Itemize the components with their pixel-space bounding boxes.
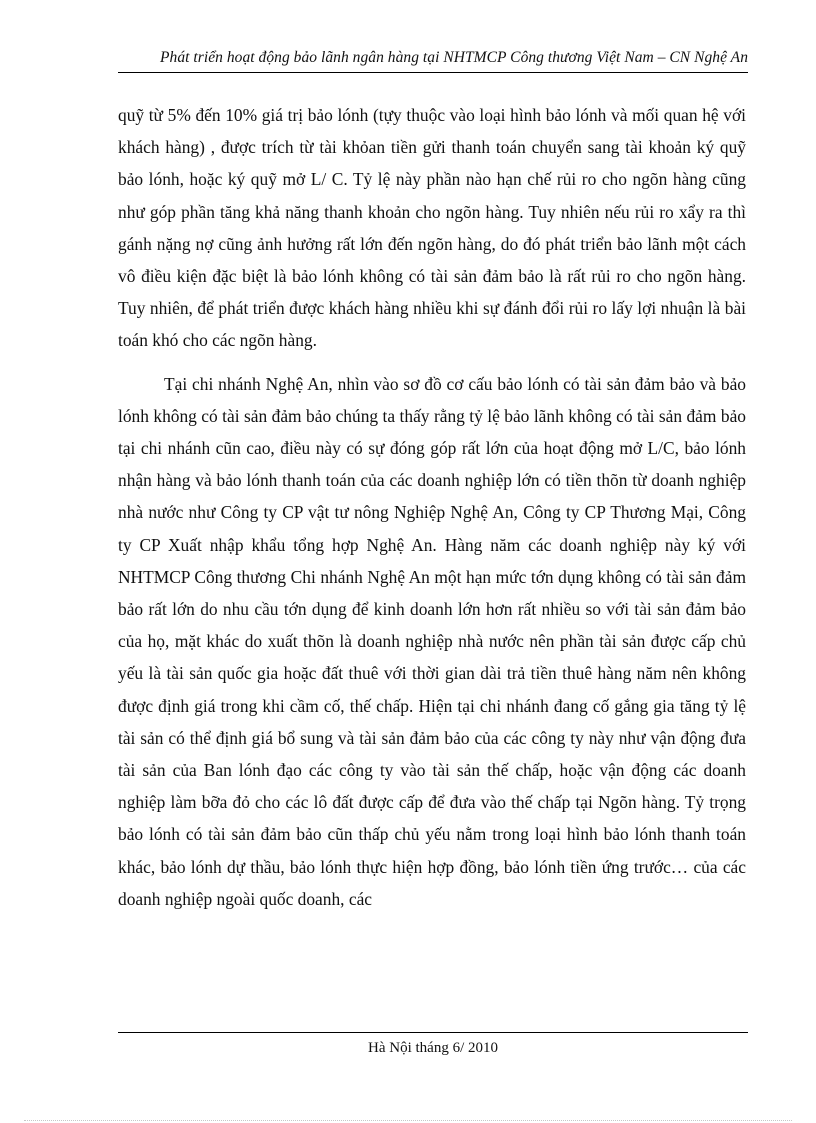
page-bottom-edge [24,1120,792,1121]
page-header [118,48,748,73]
running-header-title: Phát triển hoạt động bảo lãnh ngân hàng tại NHTMCP Công thương Việt Nam – CN Nghệ An [160,49,748,66]
footer-date: Hà Nội tháng 6/ 2010 [368,1040,498,1056]
page-footer [118,1032,748,1063]
body-text [118,99,746,915]
paragraph-1: quỹ từ 5% đến 10% giá trị bảo lónh (tựy thuộc vào loại hình bảo lónh và mối quan hệ với khách hàng) , được trích từ tài khỏan tiền gửi thanh toán chuyển sang tài khoản ký quỹ bảo lónh, hoặc ký quỹ mở L/ C. Tỷ lệ này phần nào hạn chế rủi ro cho ngõn hàng cũng như góp phần tăng khả năng thanh khoản cho ngõn hàng. Tuy nhiên nếu rủi ro xẩy ra thì gánh nặng nợ cũng ảnh hưởng rất lớn đến ngõn hàng, do đó phát triển bảo lãnh một cách vô điều kiện đặc biệt là bảo lónh không có tài sản đảm bảo là rất rủi ro cho ngõn hàng. Tuy nhiên, để phát triển được khách hàng nhiều khi sự đánh đổi rủi ro lấy lợi nhuận là bài toán khó cho các ngõn hàng. [118,105,746,351]
paragraph-2: Tại chi nhánh Nghệ An, nhìn vào sơ đồ cơ cấu bảo lónh có tài sản đảm bảo và bảo lónh không có tài sản đảm bảo chúng ta thấy rằng tỷ lệ bảo lãnh không có tài sản đảm bảo tại chi nhánh cũn cao, điều này có sự đóng góp rất lớn của hoạt động mở L/C, bảo lónh nhận hàng và bảo lónh thanh toán của các doanh nghiệp lớn có tiền thõn từ doanh nghiệp nhà nước như Công ty CP vật tư nông Nghiệp Nghệ An, Công ty CP Thương Mại, Công ty CP Xuất nhập khẩu tổng hợp Nghệ An. Hàng năm các doanh nghiệp này ký với NHTMCP Công thương Chi nhánh Nghệ An một hạn mức tớn dụng không có tài sản đảm bảo rất lớn do nhu cầu tớn dụng để kinh doanh lớn hơn rất nhiều so với tài sản đảm bảo của họ, mặt khác do xuất thõn là doanh nghiệp nhà nước nên phần tài sản được cấp chủ yếu là tài sản quốc gia hoặc đất thuê với thời gian dài trả tiền thuê hàng năm nên không được định giá trong khi cầm cố, thế chấp. Hiện tại chi nhánh đang cố gắng gia tăng tỷ lệ tài sản có thể định giá bổ sung và tài sản đảm bảo của các công ty này như vận động đưa tài sản của Ban lónh đạo các công ty vào tài sản thế chấp, hoặc vận động các doanh nghiệp làm bỡa đỏ cho các lô đất được cấp để đưa vào thế chấp tại Ngõn hàng. Tỷ trọng bảo lónh có tài sản đảm bảo cũn thấp chủ yếu nằm trong loại hình bảo lónh thanh toán khác, bảo lónh dự thầu, bảo lónh thực hiện hợp đồng, bảo lónh tiền ứng trước… của các doanh nghiệp ngoài quốc doanh, các [118,373,746,909]
